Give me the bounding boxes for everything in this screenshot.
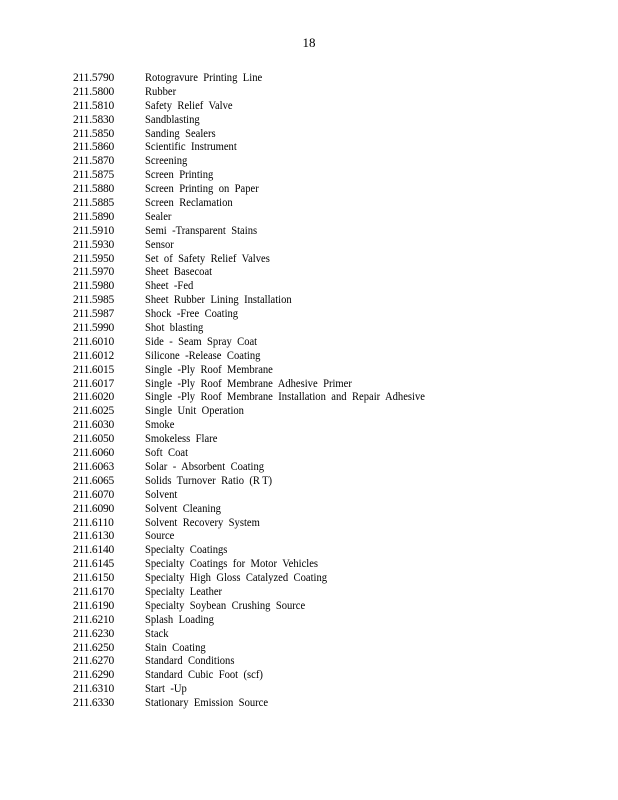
section-number: 211.6063	[73, 460, 115, 473]
index-entry	[73, 530, 449, 544]
section-number: 211.6070	[73, 488, 115, 501]
defined-term: Safety Relief Valve	[145, 99, 233, 112]
index-entry	[73, 628, 449, 642]
defined-term: Shock -Free Coating	[145, 308, 239, 321]
section-number: 211.6310	[73, 683, 115, 696]
defined-term: Rubber	[145, 85, 177, 98]
index-entry	[73, 405, 449, 419]
defined-term: Source	[145, 530, 175, 543]
defined-term: Stain Coating	[145, 641, 206, 654]
index-entry	[73, 86, 449, 100]
page-number: 18	[302, 35, 316, 50]
index-entry	[73, 461, 449, 475]
section-number: 211.5930	[73, 238, 115, 251]
defined-term: Side - Seam Spray Coat	[145, 335, 258, 348]
defined-term: Specialty Leather	[145, 585, 223, 598]
section-number: 211.5810	[73, 99, 115, 112]
section-number: 211.6012	[73, 349, 115, 362]
index-entry	[73, 364, 449, 378]
defined-term: Screening	[145, 155, 188, 168]
section-number: 211.5990	[73, 322, 115, 335]
definitions-index-list	[73, 72, 449, 711]
index-entry	[73, 183, 449, 197]
section-number: 211.6210	[73, 613, 115, 626]
index-entry	[73, 433, 449, 447]
defined-term: Smokeless Flare	[145, 433, 218, 446]
section-number: 211.5950	[73, 252, 115, 265]
defined-term: Sheet -Fed	[145, 280, 194, 293]
index-entry	[73, 141, 449, 155]
section-number: 211.6030	[73, 419, 115, 432]
defined-term: Scientific Instrument	[145, 141, 237, 154]
index-entry	[73, 558, 449, 572]
defined-term: Stack	[145, 627, 169, 640]
index-entry	[73, 155, 449, 169]
index-entry	[73, 169, 449, 183]
index-entry	[73, 114, 449, 128]
index-entry	[73, 100, 449, 114]
section-number: 211.5830	[73, 113, 115, 126]
index-entry	[73, 572, 449, 586]
index-entry	[73, 211, 449, 225]
defined-term: Sheet Rubber Lining Installation	[145, 294, 292, 307]
index-entry	[73, 600, 449, 614]
defined-term: Single -Ply Roof Membrane Adhesive Primer	[145, 377, 352, 390]
section-number: 211.6270	[73, 655, 115, 668]
section-number: 211.5850	[73, 127, 115, 140]
index-entry	[73, 586, 449, 600]
index-entry	[73, 239, 449, 253]
section-number: 211.6020	[73, 391, 115, 404]
index-entry	[73, 336, 449, 350]
section-number: 211.6090	[73, 502, 115, 515]
section-number: 211.6170	[73, 585, 115, 598]
section-number: 211.6065	[73, 474, 115, 487]
section-number: 211.6150	[73, 572, 115, 585]
index-entry	[73, 489, 449, 503]
defined-term: Solvent Cleaning	[145, 502, 221, 515]
section-number: 211.6140	[73, 544, 115, 557]
index-entry	[73, 503, 449, 517]
defined-term: Set of Safety Relief Valves	[145, 252, 270, 265]
defined-term: Sensor	[145, 238, 174, 251]
index-entry	[73, 697, 449, 711]
index-entry	[73, 128, 449, 142]
index-entry	[73, 642, 449, 656]
index-entry	[73, 655, 449, 669]
defined-term: Specialty Coatings for Motor Vehicles	[145, 558, 319, 571]
section-number: 211.6010	[73, 335, 115, 348]
index-entry	[73, 294, 449, 308]
defined-term: Sanding Sealers	[145, 127, 216, 140]
section-number: 211.6050	[73, 433, 115, 446]
defined-term: Solar - Absorbent Coating	[145, 460, 265, 473]
index-entry	[73, 72, 449, 86]
index-entry	[73, 544, 449, 558]
section-number: 211.5870	[73, 155, 115, 168]
section-number: 211.5860	[73, 141, 115, 154]
section-number: 211.6015	[73, 363, 115, 376]
defined-term: Silicone -Release Coating	[145, 349, 261, 362]
index-entry	[73, 280, 449, 294]
defined-term: Shot blasting	[145, 322, 204, 335]
section-number: 211.5970	[73, 266, 115, 279]
index-entry	[73, 419, 449, 433]
section-number: 211.6330	[73, 697, 115, 710]
section-number: 211.6190	[73, 599, 115, 612]
section-number: 211.5987	[73, 308, 115, 321]
index-entry	[73, 253, 449, 267]
index-entry	[73, 391, 449, 405]
index-entry	[73, 350, 449, 364]
index-entry	[73, 614, 449, 628]
section-number: 211.6017	[73, 377, 115, 390]
defined-term: Splash Loading	[145, 613, 214, 626]
index-entry	[73, 266, 449, 280]
section-number: 211.5800	[73, 85, 115, 98]
section-number: 211.6130	[73, 530, 115, 543]
defined-term: Screen Reclamation	[145, 197, 233, 210]
defined-term: Start -Up	[145, 683, 187, 696]
index-entry	[73, 683, 449, 697]
section-number: 211.6290	[73, 669, 115, 682]
defined-term: Semi -Transparent Stains	[145, 224, 258, 237]
defined-term: Sheet Basecoat	[145, 266, 213, 279]
section-number: 211.5980	[73, 280, 115, 293]
index-entry	[73, 308, 449, 322]
section-number: 211.5890	[73, 210, 115, 223]
section-number: 211.5875	[73, 169, 115, 182]
defined-term: Single Unit Operation	[145, 405, 244, 418]
index-entry	[73, 378, 449, 392]
defined-term: Solvent	[145, 488, 178, 501]
index-entry	[73, 669, 449, 683]
defined-term: Smoke	[145, 419, 175, 432]
defined-term: Single -Ply Roof Membrane Installation and Repair Adhesive	[145, 391, 425, 404]
defined-term: Soft Coat	[145, 447, 189, 460]
index-entry	[73, 225, 449, 239]
section-number: 211.6250	[73, 641, 115, 654]
index-entry	[73, 197, 449, 211]
defined-term: Sandblasting	[145, 113, 200, 126]
index-entry	[73, 322, 449, 336]
index-entry	[73, 517, 449, 531]
defined-term: Single -Ply Roof Membrane	[145, 363, 273, 376]
defined-term: Specialty Soybean Crushing Source	[145, 599, 306, 612]
defined-term: Screen Printing on Paper	[145, 183, 259, 196]
section-number: 211.6230	[73, 627, 115, 640]
index-entry	[73, 447, 449, 461]
section-number: 211.5885	[73, 197, 115, 210]
defined-term: Standard Cubic Foot (scf)	[145, 669, 263, 682]
section-number: 211.5985	[73, 294, 115, 307]
section-number: 211.6060	[73, 447, 115, 460]
defined-term: Stationary Emission Source	[145, 697, 269, 710]
index-entry	[73, 475, 449, 489]
defined-term: Standard Conditions	[145, 655, 235, 668]
defined-term: Specialty High Gloss Catalyzed Coating	[145, 572, 328, 585]
defined-term: Sealer	[145, 210, 172, 223]
section-number: 211.5910	[73, 224, 115, 237]
defined-term: Screen Printing	[145, 169, 214, 182]
section-number: 211.6110	[73, 516, 114, 529]
defined-term: Rotogravure Printing Line	[145, 72, 263, 84]
defined-term: Specialty Coatings	[145, 544, 228, 557]
section-number: 211.5790	[73, 72, 115, 84]
section-number: 211.6145	[73, 558, 115, 571]
defined-term: Solvent Recovery System	[145, 516, 260, 529]
section-number: 211.5880	[73, 183, 115, 196]
section-number: 211.6025	[73, 405, 115, 418]
defined-term: Solids Turnover Ratio (R T)	[145, 474, 273, 487]
